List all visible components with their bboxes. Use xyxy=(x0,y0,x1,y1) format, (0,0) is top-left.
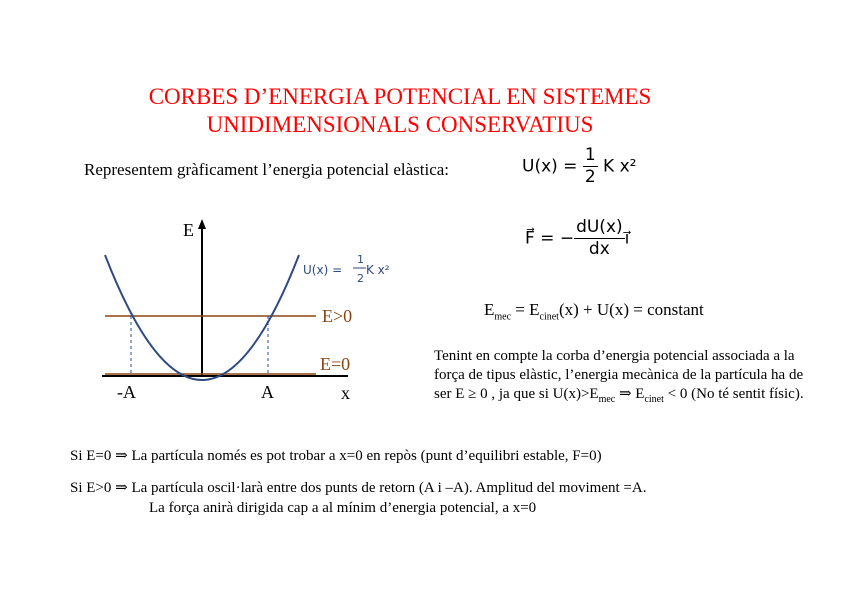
potential-formula-lhs: U(x) = xyxy=(522,156,583,177)
y-axis-arrow-icon xyxy=(198,219,206,229)
curve-label xyxy=(303,253,390,285)
level-label-e-positive: E>0 xyxy=(322,306,353,326)
explanation-sub-1: mec xyxy=(598,394,616,405)
case-e-positive-line-2: La força anirà dirigida cap a al mínim d’energia potencial, a x=0 xyxy=(149,500,537,516)
page-title-line-2: UNIDIMENSIONALS CONSERVATIUS xyxy=(206,112,594,137)
explanation-text-1: Tenint en compte la corba d’energia potencial associada a la força de tipus elàstic, l’energia mecànica de la partícula ha de ser E ≥ 0 , ja que si U(x)>E xyxy=(434,348,804,402)
potential-formula-numerator: 1 xyxy=(584,145,596,165)
page-title-line-1: CORBES D’ENERGIA POTENCIAL EN SISTEMES xyxy=(148,84,652,109)
potential-formula-rhs: K x² xyxy=(597,156,637,177)
ecinet-subscript: cinet xyxy=(539,311,559,323)
level-label-e-zero: E=0 xyxy=(320,354,351,374)
axis-label-x: x xyxy=(341,383,350,403)
curve-label-lhs: U(x) = xyxy=(303,263,343,277)
tick-label-a: A xyxy=(261,382,274,402)
axis-label-e: E xyxy=(183,220,194,240)
case-e-positive-line-1: Si E>0 ⇒ La partícula oscil·larà entre dos punts de retorn (A i –A). Amplitud del moviment =A. xyxy=(70,480,647,496)
force-formula-denominator: dx xyxy=(588,239,610,259)
force-formula-rhs: ı⃗ xyxy=(624,228,630,249)
force-formula-numerator: dU(x) xyxy=(576,217,623,237)
intro-text: Representem gràficament l’energia potencial elàstica: xyxy=(84,160,450,179)
explanation-paragraph xyxy=(434,347,814,409)
explanation-sub-2: cinet xyxy=(644,394,664,405)
curve-label-denominator: 2 xyxy=(357,272,364,285)
ecinet-symbol: = E xyxy=(511,300,540,319)
curve-label-numerator: 1 xyxy=(357,253,364,266)
curve-label-rhs: K x² xyxy=(366,263,390,277)
force-formula-lhs: F⃗ = − xyxy=(525,228,575,249)
emec-subscript: mec xyxy=(494,311,512,323)
explanation-text-3: < 0 (No té sentit físic). xyxy=(663,386,804,402)
explanation-text-2: ⇒ E xyxy=(615,386,645,402)
tick-label-neg-a: -A xyxy=(117,382,136,402)
mechanical-energy-rest: (x) + U(x) = constant xyxy=(558,300,704,319)
emec-symbol: E xyxy=(484,300,495,319)
case-e-zero: Si E=0 ⇒ La partícula només es pot trobar a x=0 en repòs (punt d’equilibri estable, F=0) xyxy=(70,448,602,464)
potential-formula-denominator: 2 xyxy=(584,167,596,187)
